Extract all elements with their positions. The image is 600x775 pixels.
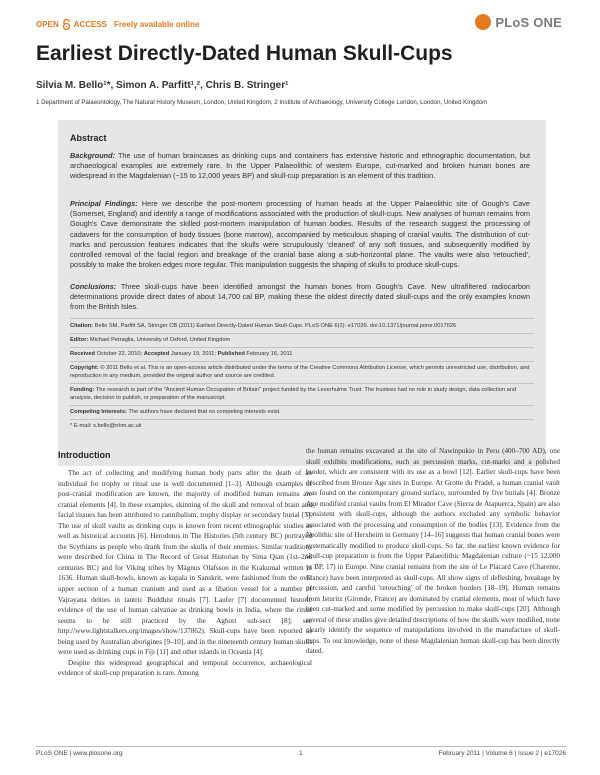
page-footer bbox=[36, 748, 566, 762]
affiliations: 1 Department of Palaeontology, The Natural History Museum, London, United Kingdom, 2 Institute of Archaeology, University College London, London, United Kingdom bbox=[36, 99, 488, 106]
freely-available-label: Freely available online bbox=[114, 20, 200, 29]
abstract-divider bbox=[70, 318, 534, 319]
journal-header bbox=[36, 10, 566, 36]
competing-text: The authors have declared that no competing interests exist. bbox=[128, 409, 281, 415]
published-label: Published bbox=[217, 351, 245, 357]
competing-label: Competing Interests: bbox=[70, 409, 127, 415]
intro-paragraph-1: The act of collecting and modifying human body parts after the death of an individual for trophy or ritual use is well documented [1–3]. Although examples of post-cranial modification are known, the majority of modified human remains are cranial elements [4]. In these examples, skinning of the skull and removal of brain and facial tissues has been attributed to cannibalism, trophy display or secondary burial [5]. The use of skull vaults as drinking cups is known from recent ethnographic studies as well as historical accounts [6]. Herodotus in The Histories (5th century BC) portrayed the Scythians as people who drank from the skulls of their enemies. Similar traditions were described for China in The Record of Great Historian by Sima Qian (1st–2nd centuries BC) and for Viking tribes by Mágnus Olafsson in the Krakumal written in 1636. Human skull-bowls, known as kapala in Sanskrit, were fashioned from the oval upper section of a human cranium and used as a libation vessel for a number of Vajrayana deities in tantric Buddhist rituals [7]. Laufer [7] documented historic evidence of the use of human calvariae as drinking bowls in India, where the ritual seems to be still practiced by the Aghori sub-sect [8]; see http://www.lightstalkers.org/images/show/137862). Skull-cups have been reported as being used by Australian aborigines [9–10], and in the nineteenth century human skulls were used as drinking cups in Fiji [11] and other islands in Oceania [4]. bbox=[58, 469, 312, 657]
plos-logo-text: PLoS ONE bbox=[495, 14, 562, 30]
dates bbox=[70, 351, 534, 359]
funding-label: Funding: bbox=[70, 387, 95, 393]
footer-journal[interactable]: PLoS ONE | www.plosone.org bbox=[36, 750, 123, 757]
abstract-background bbox=[70, 151, 530, 182]
open-access-lock-icon bbox=[62, 19, 71, 30]
editor bbox=[70, 337, 534, 345]
background-label: Background: bbox=[70, 151, 115, 160]
funding bbox=[70, 387, 534, 402]
findings-text: Here we describe the post-mortem processing of human heads at the Upper Palaeolithic site of Gough's Cave (Somerset, England) and identify a range of modifications associated with the production of skull-cups. New analyses of human remains from Gough's Cave demonstrate the skilled post-mortem manipulation of human bodies. Results of the research suggest the processing of cadavers for the consumption of body tissues (bone marrow), accompanied by meticulous shaping of cranial vaults. The distribution of cut-marks and percussion features indicates that the skulls were scrupulously 'cleaned' of any soft tissues, and subsequently modified by controlled removal of the facial region and breakage of the cranial base along a sub-horizontal plane. The vaults were also 'retouched', possibly to make the broken edges more regular. This manipulation suggests the shaping of skulls to produce skull-cups. bbox=[70, 199, 530, 270]
abstract-heading: Abstract bbox=[70, 133, 107, 143]
accepted-text: January 19, 2011; bbox=[170, 351, 217, 357]
open-access-badge bbox=[36, 19, 199, 30]
conclusions-text: Three skull-cups have been identified amongst the human bones from Gough's Cave. New ultrafiltered radiocarbon determinations provide direct dates of about 14,700 cal BP, making these the oldest directly dated skull-cups and the only examples known from the British Isles. bbox=[70, 282, 530, 312]
footer-issue: February 2011 | Volume 6 | Issue 2 | e17026 bbox=[438, 750, 566, 757]
contact-email[interactable]: * E-mail: s.bello@nhm.ac.uk bbox=[70, 423, 142, 429]
intro-paragraph-2: Despite this widespread geographical and temporal occurrence, archaeological evidence of skull-cup preparation is rare. Among bbox=[58, 658, 312, 678]
published-text: February 16, 2011 bbox=[246, 351, 293, 357]
plos-one-logo bbox=[475, 14, 562, 30]
background-text: The use of human braincases as drinking cups and containers has extensive historic and ethnographic documentation, but archaeological examples are extremely rare. In the Upper Palaeolithic of western Europe, cut-marked and broken human bones are widespread in the Magdalenian (~15 to 12,000 years BP) and skull-cup preparation is an element of this tradition. bbox=[70, 151, 530, 181]
access-label: ACCESS bbox=[73, 20, 108, 29]
citation-label: Citation: bbox=[70, 323, 94, 329]
footer-divider bbox=[36, 746, 566, 747]
abstract-findings bbox=[70, 199, 530, 270]
author-list: Silvia M. Bello¹*, Simon A. Parfitt¹,², Chris B. Stringer¹ bbox=[36, 80, 289, 91]
editor-text: Michael Petraglia, University of Oxford, United Kingdom bbox=[89, 337, 231, 343]
copyright bbox=[70, 365, 534, 380]
citation-text: Bello SM, Parfitt SA, Stringer CB (2011) Earliest Directly-Dated Human Skull-Cups. PLoS ONE 6(2): e17026. doi:10.1371/journal.pone.0017026 bbox=[94, 323, 457, 329]
copyright-divider bbox=[70, 383, 534, 384]
plos-logo-icon bbox=[475, 14, 491, 30]
funding-divider bbox=[70, 405, 534, 406]
open-label: OPEN bbox=[36, 20, 59, 29]
editor-label: Editor: bbox=[70, 337, 89, 343]
competing-interests bbox=[70, 409, 534, 417]
copyright-text: © 2011 Bello et al. This is an open-access article distributed under the terms of the Creative Commons Attribution License, which permits unrestricted use, distribution, and reproduction in any medium, provided the original author and source are credited. bbox=[70, 365, 530, 379]
received-label: Received bbox=[70, 351, 95, 357]
body-left-column bbox=[58, 450, 312, 679]
body-right-column bbox=[306, 446, 560, 657]
findings-label: Principal Findings: bbox=[70, 199, 138, 208]
abstract-box bbox=[58, 120, 546, 466]
intro-paragraph-continued: the human remains excavated at the site of Nawinpukio in Peru (400–700 AD), one skull exhibits modifications, such as percussion marks, cut-marks and a polished border, which are consistent with its use as a bowl [12]. Earlier skull-cups have been described from Bronze Age sites in Europe. At Grotte du Pradel, a human cranial vault was found on the contemporary ground surface, surrounded by five burials [4]. Bronze Age modified cranial vaults from El Mirador Cave (Sierra de Atapuerca, Spain) are also consistent with skull-cups, although the authors excluded any symbolic behavior associated with the processing and consumption of the bodies [13]. Evidence from the Neolithic site of Herxheim in Germany [14–16] suggests that human cranial bones were systematically modified to produce skull-cups. So far, the earliest known evidence for skull-cup preparation is from the Upper Palaeolithic Magdalenian culture (~15 12,000 yr BP, 17) in Europe. Nine cranial remains from the site of Le Placard Cave (Charente, France) have been interpreted as skull-cups. All show signs of defleshing, breakage by percussion, and careful 'retouching' of the broken borders [18–19]. Human remains from Isturitz (Gironde, France) are dominated by cranial elements, most of which have been cut-marked and some modified by percussion to make skull-cups [20]. Although several of these studies give detailed descriptions of how the skulls were modified, none clearly identify the sequence of manipulations involved in the manufacture of skull-cups. To our knowledge, none of these Magdalenian human skull-cup has been directly dated. bbox=[306, 447, 560, 656]
citation bbox=[70, 323, 534, 331]
funding-text: The research is part of the "Ancient Human Occupation of Britain" project funded by the Leverhulme Trust. The trustees had no role in study design, data collection and analysis, decision to publish, or preparation of the manuscript. bbox=[70, 387, 517, 401]
article-title: Earliest Directly-Dated Human Skull-Cups bbox=[36, 42, 453, 65]
received-text: October 22, 2010; bbox=[96, 351, 143, 357]
citation-divider bbox=[70, 333, 534, 334]
accepted-label: Accepted bbox=[143, 351, 170, 357]
competing-divider bbox=[70, 419, 534, 420]
introduction-heading: Introduction bbox=[58, 450, 111, 460]
abstract-conclusions bbox=[70, 282, 530, 313]
editor-divider bbox=[70, 347, 534, 348]
conclusions-label: Conclusions: bbox=[70, 282, 117, 291]
dates-divider bbox=[70, 361, 534, 362]
page-number: 1 bbox=[299, 750, 303, 757]
copyright-label: Copyright: bbox=[70, 365, 99, 371]
